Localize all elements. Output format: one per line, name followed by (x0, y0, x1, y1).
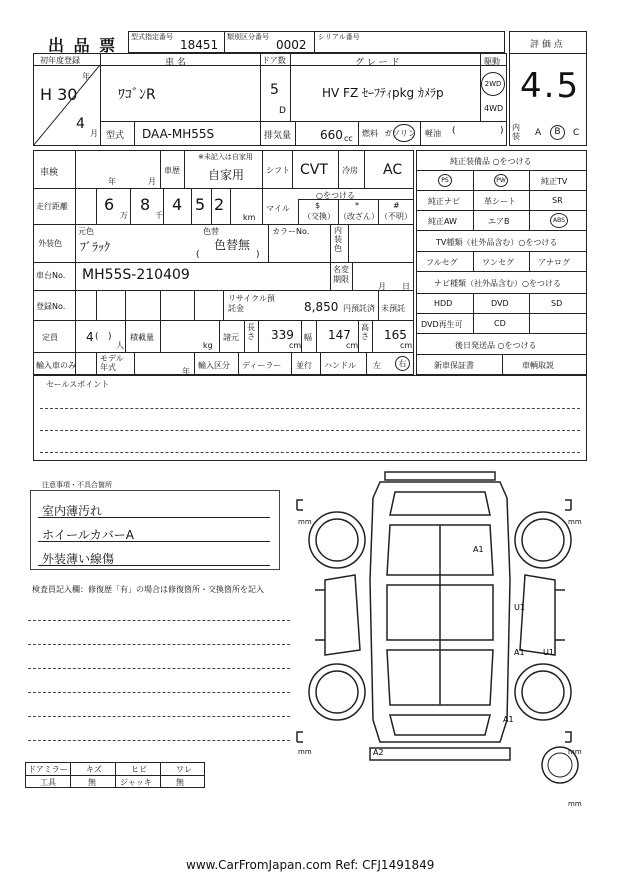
inspector-label: 検査員記入欄：修復歴「有」の場合は修復箇所・交換箇所を記入 (32, 585, 264, 594)
height-value: 165 (384, 328, 407, 342)
damage-mark-3: A1 (514, 648, 525, 657)
mileage-digit-1: 6 (104, 195, 115, 214)
equip-sr: SR (552, 196, 563, 205)
dims-label: 諸元 (223, 333, 239, 342)
handle-left: 左 (373, 361, 381, 370)
first-reg-month: 4 (76, 116, 85, 132)
color-label: 外装色 (38, 239, 62, 248)
navi-hdd: HDD (434, 299, 453, 308)
equip-leather: 革シート (484, 197, 516, 206)
handle-right-circled: 右 (395, 356, 410, 371)
dealer-option: ディーラー (242, 361, 282, 370)
capacity-label: 定員 (42, 333, 58, 342)
displacement-label: 排気量 (264, 131, 292, 141)
equip-tv: 純正TV (541, 177, 568, 186)
equip-navi: 純正ナビ (428, 197, 460, 206)
note-item-3: 外装薄い線傷 (42, 552, 115, 566)
first-reg-label: 初年度登録 (40, 56, 80, 65)
interior-grade-c: C (573, 128, 580, 138)
equip-airbag: エアB (488, 217, 510, 226)
fuel-gasoline-circle (393, 124, 415, 142)
damage-mark-6: A2 (373, 748, 384, 757)
tv-title: TV種類（社外品含む）○をつける (436, 238, 558, 247)
model-value: DAA-MH55S (142, 127, 215, 141)
mileage-digit-4: 5 (195, 195, 206, 214)
footer-ref: www.CarFromJapan.com Ref: CFJ1491849 (186, 858, 435, 872)
color-no-label: カラーNo. (272, 227, 310, 236)
fuel-gasoline: ガソリン (384, 129, 416, 138)
later-warranty: 新車保証書 (434, 361, 474, 370)
load-label: 積載量 (130, 333, 154, 342)
recycle-status: 未預託 (381, 304, 405, 313)
inspection-label: 車検 (40, 168, 59, 178)
later-manual: 車輌取説 (522, 361, 554, 370)
name-change-label: 名変期限 (333, 265, 349, 284)
interior-label: 内装 (512, 123, 520, 141)
sales-point-box (33, 375, 587, 461)
doors-label: ドア数 (262, 56, 286, 65)
equip-aw: 純正AW (428, 217, 457, 226)
form-title: 出 品 票 (48, 36, 118, 55)
note-item-2: ホイールカバーA (42, 528, 134, 542)
handle-label: ハンドル (324, 361, 356, 370)
fuel-label: 燃料 (362, 129, 378, 138)
model-label: 型式 (106, 131, 125, 141)
car-name: ﾜｺﾞﾝR (118, 87, 156, 103)
equip-ps-circled: PS (438, 174, 452, 187)
class-no: 0002 (276, 38, 307, 52)
mileage-label: 走行距離 (36, 202, 68, 211)
length-value: 339 (271, 328, 294, 342)
mileage-digit-2: 8 (140, 195, 151, 214)
import-label: 輸入車のみ (36, 361, 76, 370)
tv-analog: アナログ (538, 258, 570, 267)
grade-label: グ レ ー ド (355, 58, 400, 68)
parallel-option: 並行 (296, 361, 312, 370)
equipment-title: 純正装備品 ○をつける (450, 157, 532, 166)
fuel-diesel: 軽油 (425, 129, 441, 138)
capacity-value: 4 (86, 330, 94, 344)
shift-label: シフト (266, 166, 290, 175)
type-no: 18451 (180, 38, 219, 52)
damage-mark-4: U1 (543, 648, 554, 657)
displacement-value: 660 (320, 128, 343, 142)
interior-grade-b-circled: B (550, 125, 565, 140)
navi-sd: SD (551, 299, 563, 308)
damage-mark-1: A1 (473, 545, 484, 554)
drive-4wd: 4WD (484, 104, 504, 113)
chassis-value: MH55S-210409 (82, 267, 190, 283)
drive-2wd-circled: 2WD (481, 72, 505, 96)
score-label: 評 価 点 (530, 40, 563, 50)
mileage-digit-3: 4 (172, 195, 183, 214)
interior-grade-a: A (535, 128, 542, 138)
repaint-value: 色替無 (214, 238, 251, 252)
color-value: ﾌﾞﾗｯｸ (80, 240, 111, 254)
shift-value: CVT (300, 162, 328, 178)
navi-cd: CD (494, 319, 506, 328)
history-label: 車歴 (164, 166, 180, 175)
drive-label: 駆動 (484, 57, 500, 66)
tv-oneseg: ワンセグ (482, 258, 514, 267)
later-title: 後日発送品 ○をつける (455, 341, 537, 350)
history-value: 自家用 (208, 168, 245, 182)
interior-color-label: 内装色 (334, 226, 342, 253)
damage-mark-2: U1 (514, 603, 525, 612)
class-no-label: 類別区分番号 (227, 33, 269, 41)
width-value: 147 (328, 328, 351, 342)
ac-value: AC (383, 162, 403, 178)
model-year-label: モデル年式 (100, 354, 124, 372)
equip-pw-circled: PW (494, 174, 508, 187)
type-no-label: 型式指定番号 (131, 33, 173, 41)
car-name-label: 車 名 (165, 58, 186, 68)
note-item-1: 室内薄汚れ (42, 504, 103, 518)
navi-title: ナビ種類（社外品含む）○をつける (434, 279, 561, 288)
first-reg-year: H 30 (40, 85, 78, 104)
damage-mark-5: A1 (503, 715, 514, 724)
recycle-label: リサイクル預託金 (228, 294, 275, 313)
doors-value: 5 (270, 82, 279, 98)
reg-label: 登録No. (36, 302, 66, 311)
score-value: 4.5 (520, 66, 581, 106)
import-type-label: 輸入区分 (198, 361, 230, 370)
mile-label: マイル (266, 204, 290, 213)
grade-value: HV FZ ｾｰﾌﾃｨpkg ｶﾒﾗp (322, 86, 444, 100)
recycle-amount: 8,850 (304, 300, 339, 314)
navi-dvd: DVD (491, 299, 509, 308)
equip-abs-circled: ABS (550, 213, 568, 228)
serial-label: シリアル番号 (318, 33, 360, 41)
ac-label: 冷房 (342, 166, 358, 175)
navi-dvd-play: DVD再生可 (421, 320, 463, 329)
chassis-label: 車台No. (36, 271, 66, 280)
notes-title: 注意事項・不具合箇所 (42, 481, 112, 489)
sales-point-label: セールスポイント (46, 380, 110, 389)
mileage-digit-5: 2 (214, 195, 225, 214)
tv-fullseg: フルセグ (426, 258, 458, 267)
